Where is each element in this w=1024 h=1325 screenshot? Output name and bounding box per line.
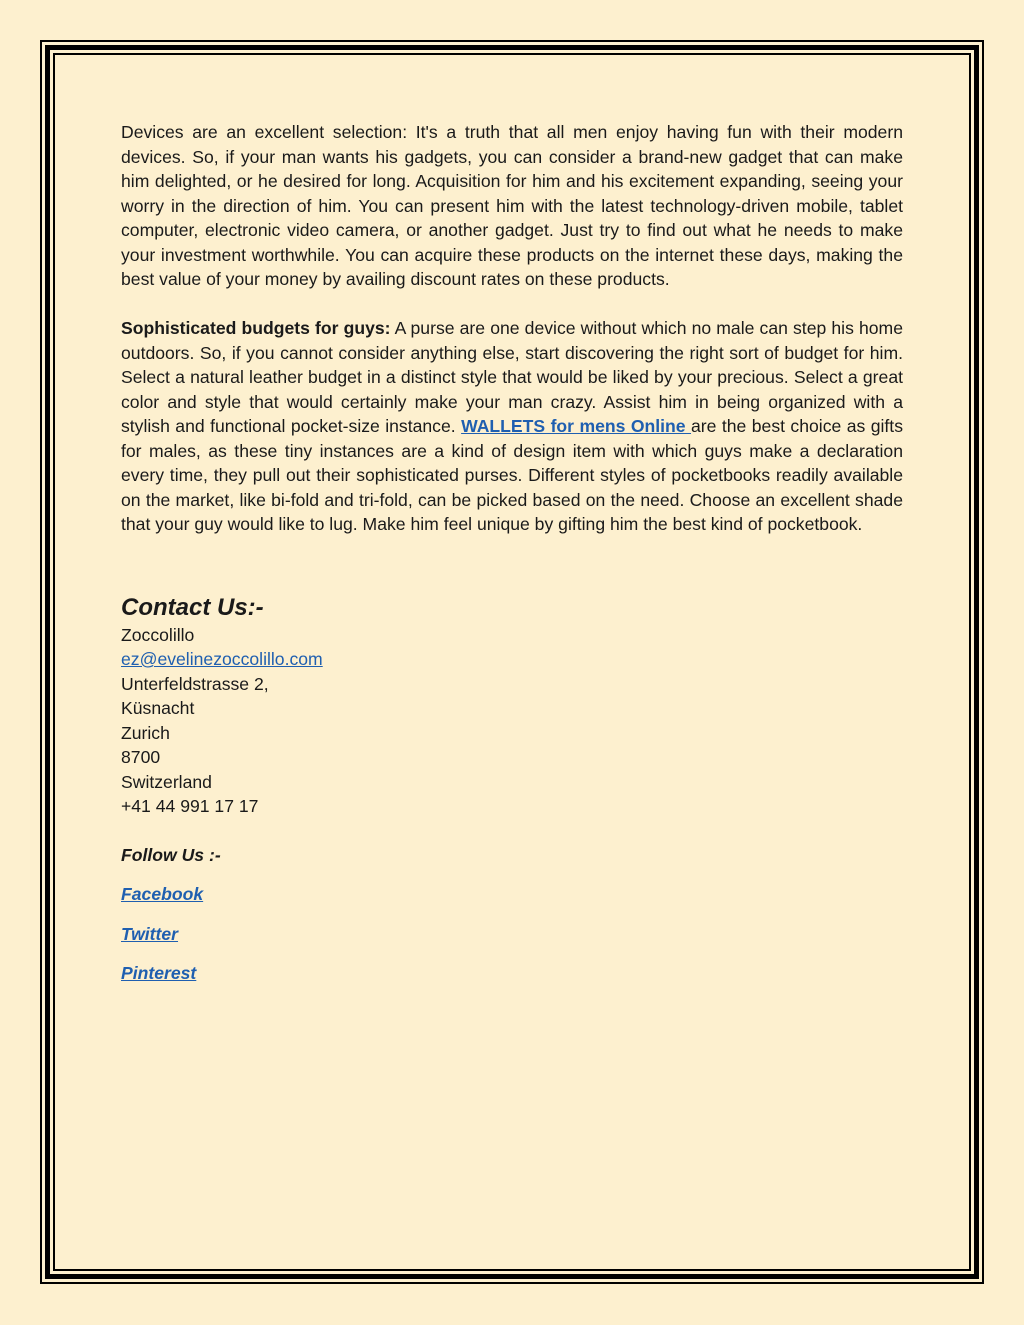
paragraph-text: A purse are one device without which no male can step his home outdoors. So, if you cannot consider anything else, start discovering the right sort of budget for him. Select a natural leather budget in a distinct style that would be liked by your precious. Select a great color and style that would certainly make your man crazy. Assist him in being organized with a stylish and functional pocket-size instance. [121, 318, 903, 436]
contact-name: Zoccolillo [121, 624, 195, 645]
twitter-link[interactable]: Twitter [121, 923, 179, 944]
facebook-line [121, 882, 903, 907]
contact-street: Unterfeldstrasse 2, [121, 673, 269, 694]
pinterest-line [121, 961, 903, 986]
document-content [121, 120, 903, 986]
follow-heading: Follow Us :- [121, 844, 221, 865]
contact-heading: Contact Us:- [121, 593, 264, 621]
wallets-link[interactable]: WALLETS for mens Online [461, 416, 692, 436]
contact-city: Zurich [121, 722, 170, 743]
contact-town: Küsnacht [121, 698, 195, 718]
paragraph-devices: Devices are an excellent selection: It's a truth that all men enjoy having fun with their modern devices. So, if your man wants his gadgets, you can consider a brand-new gadget that can make him delighted, or he desired for long. Acquisition for him and his excitement expanding, seeing your worry in the direction of him. You can present him with the latest technology-driven mobile, tablet computer, electronic video camera, or another gadget. Just try to find out what he needs to make your investment worthwhile. You can acquire these products on the internet these days, making the best value of your money by availing discount rates on these products. [121, 122, 903, 289]
paragraph-text-continued: are the best choice as gifts for males, as these tiny instances are a kind of design item with which guys make a declaration every time, they pull out their sophisticated purses. Different styles of pocketbooks readily available on the market, like bi-fold and tri-fold, can be picked based on the need. Choose an excellent shade that your guy would like to lug. Make him feel unique by gifting him the best kind of pocketbook. [121, 416, 903, 534]
contact-phone: +41 44 991 17 17 [121, 796, 259, 816]
paragraph-wallets [121, 316, 903, 537]
contact-email-line [121, 647, 903, 672]
contact-email-link[interactable]: ez@evelinezoccolillo.com [121, 649, 323, 669]
paragraph-lead: Sophisticated budgets for guys: [121, 318, 391, 338]
twitter-line [121, 922, 903, 947]
facebook-link[interactable]: Facebook [121, 884, 204, 904]
contact-postcode: 8700 [121, 747, 161, 767]
contact-country: Switzerland [121, 771, 212, 792]
pinterest-link[interactable]: Pinterest [121, 963, 197, 983]
